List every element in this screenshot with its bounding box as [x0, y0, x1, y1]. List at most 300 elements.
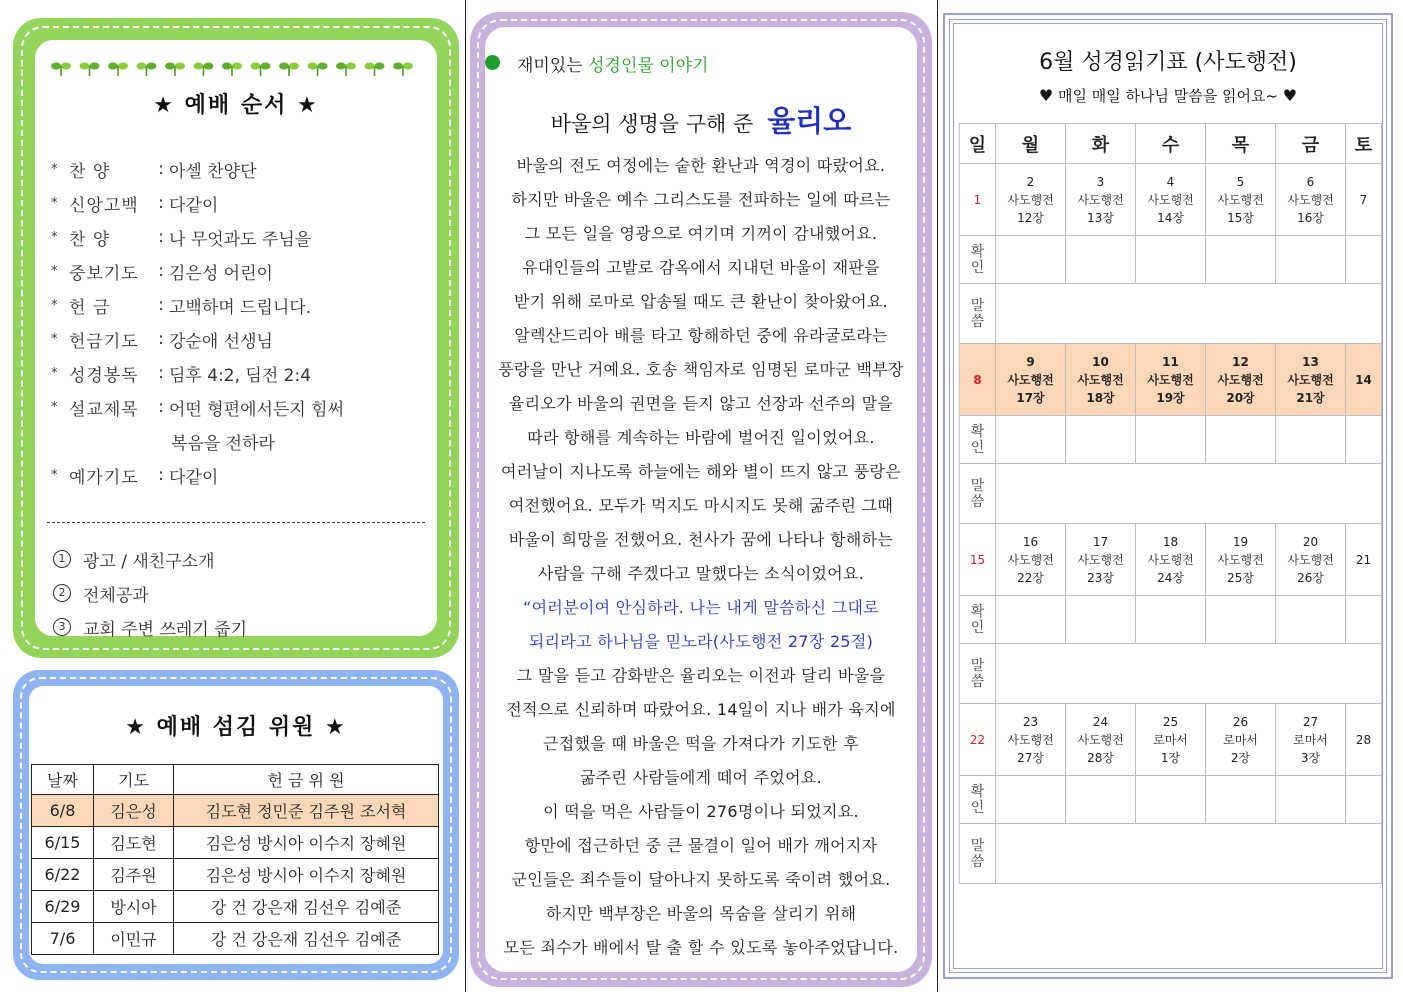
word-write-cell[interactable]: [996, 644, 1382, 704]
check-box-cell[interactable]: [1066, 416, 1136, 464]
empty-cell: [1346, 776, 1382, 824]
reading-cell: [1066, 524, 1136, 596]
bullet-star-icon: *: [51, 467, 58, 483]
check-label-char: 확: [970, 423, 985, 440]
story-panel: [470, 12, 932, 987]
empty-cell: [1346, 596, 1382, 644]
check-box-cell[interactable]: [996, 416, 1066, 464]
reading-cell: [1136, 344, 1206, 416]
green-dot-icon: [485, 55, 500, 70]
saturday-date: 7: [1346, 164, 1382, 236]
empty-cell: [1346, 236, 1382, 284]
cell-prayer: 이민규: [94, 923, 174, 955]
weekday-header: 수: [1136, 124, 1206, 164]
story-line: 유대인들의 고발로 감옥에서 지내던 바울이 재판을: [522, 258, 880, 277]
empty-cell: [1346, 416, 1382, 464]
bullet-star-icon: *: [51, 297, 58, 313]
reading-chapter: 13장: [1087, 210, 1114, 225]
weekday-header: 월: [996, 124, 1066, 164]
bullet-star-icon: *: [51, 229, 58, 245]
heart-icon: ♥: [1282, 86, 1298, 105]
story-line: 근접했을 때 바울은 떡을 가져다가 기도한 후: [543, 734, 859, 753]
story-label: [485, 49, 917, 79]
check-box-cell[interactable]: [1206, 416, 1276, 464]
reading-book: 로마서: [1293, 732, 1328, 747]
calendar-week-row: [960, 164, 1382, 236]
sprout-icon: [279, 63, 299, 77]
reading-book: 사도행전: [1287, 552, 1334, 567]
reading-date: 24: [1092, 714, 1109, 729]
ushers-panel: [13, 670, 459, 980]
order-colon: :: [158, 363, 164, 383]
heart-icon: ♥: [1038, 86, 1054, 105]
reading-chapter: 17장: [1016, 390, 1045, 405]
sprout-icon: [251, 63, 271, 77]
word-label-char: 말: [970, 477, 985, 494]
order-colon: :: [158, 261, 164, 281]
bullet-star-icon: *: [51, 161, 58, 177]
reading-date: 12: [1232, 354, 1249, 369]
order-item: [51, 288, 431, 322]
table-row: [32, 891, 439, 923]
reading-calendar-table: [959, 123, 1382, 884]
check-box-cell[interactable]: [1136, 596, 1206, 644]
cell-date: 6/15: [32, 827, 94, 859]
cell-offering: 김은성 방시아 이수지 장혜원: [174, 859, 439, 891]
sprout-icon: [393, 63, 413, 77]
reading-chapter: 22장: [1017, 570, 1044, 585]
header-offering: 헌 금 위 원: [174, 765, 439, 795]
cell-offering: 강 건 강은재 김선우 김예준: [174, 891, 439, 923]
reading-cell: [1066, 704, 1136, 776]
reading-cell: [1136, 524, 1206, 596]
reading-date: 16: [1022, 534, 1039, 549]
story-line: 그 모든 일을 영광으로 여기며 기꺼이 감내했어요.: [524, 224, 878, 243]
reading-book: 사도행전: [1147, 552, 1194, 567]
word-write-cell[interactable]: [996, 824, 1382, 884]
sunday-date: 8: [960, 344, 996, 416]
story-line: 율리오가 바울의 권면을 듣지 않고 선장과 선주의 말을: [508, 394, 894, 413]
reading-chapter: 14장: [1157, 210, 1184, 225]
reading-chapter: 23장: [1087, 570, 1114, 585]
check-box-cell[interactable]: [1136, 776, 1206, 824]
reading-cell: [1206, 524, 1276, 596]
header-prayer: 기도: [94, 765, 174, 795]
reading-cell: [1206, 344, 1276, 416]
story-line: 풍랑을 만난 거예요. 호송 책임자로 임명된 로마군 백부장: [498, 360, 904, 379]
reading-chapter: 2장: [1230, 750, 1251, 765]
sprout-icon: [194, 63, 214, 77]
reading-chapter: 25장: [1227, 570, 1254, 585]
saturday-date: 14: [1346, 344, 1382, 416]
table-row: [32, 859, 439, 891]
sprout-icon: [80, 63, 100, 77]
cell-prayer: 방시아: [94, 891, 174, 923]
reading-date: 19: [1232, 534, 1249, 549]
ushers-card: [29, 686, 443, 964]
sunday-date: 15: [960, 524, 996, 596]
order-value: 고백하며 드립니다.: [169, 297, 312, 318]
reading-cell: [996, 704, 1066, 776]
word-write-cell[interactable]: [996, 464, 1382, 524]
worship-order-card: [35, 40, 437, 640]
dashed-divider: [47, 522, 425, 523]
order-label: 성경봉독: [69, 365, 139, 386]
story-line: 하지만 바울은 예수 그리스도를 전파하는 일에 따르는: [511, 190, 891, 209]
reading-book: 사도행전: [1287, 372, 1334, 387]
story-line: 여러날이 지나도록 하늘에는 해와 별이 뜨지 않고 풍랑은: [500, 462, 902, 481]
story-line: 이 떡을 먹은 사람들이 276명이나 되었지요.: [543, 802, 859, 821]
order-item: [51, 220, 431, 254]
story-line: 굶주린 사람들에게 떼어 주었어요.: [579, 768, 823, 787]
story-title: [485, 99, 917, 140]
check-label-char: 확: [970, 783, 985, 800]
check-label-char: 인: [970, 439, 985, 456]
reading-date: 10: [1092, 354, 1109, 369]
check-box-cell[interactable]: [1066, 776, 1136, 824]
reading-cell: [1276, 164, 1346, 236]
reading-chapter: 1장: [1160, 750, 1181, 765]
word-label: [960, 824, 996, 884]
sprout-icon: [165, 63, 185, 77]
reading-date: 18: [1162, 534, 1179, 549]
bullet-star-icon: *: [51, 365, 58, 381]
check-box-cell[interactable]: [1276, 776, 1346, 824]
reading-date: 11: [1162, 354, 1179, 369]
reading-chapter: 19장: [1156, 390, 1185, 405]
order-item: [51, 356, 431, 390]
word-label-char: 말: [970, 297, 985, 314]
order-item: [51, 186, 431, 220]
story-line: 모든 죄수가 배에서 탈 출 할 수 있도록 놓아주었답니다.: [503, 938, 899, 957]
calendar-check-row: [960, 776, 1382, 824]
reading-date: 3: [1096, 174, 1105, 189]
cell-date: 6/8: [32, 795, 94, 827]
notice-item: [53, 576, 247, 610]
cell-offering: 강 건 강은재 김선우 김예준: [174, 923, 439, 955]
order-value: 다같이: [169, 467, 219, 488]
sermon-title-continued: 복음을 전하라: [171, 433, 275, 454]
reading-cell: [1276, 344, 1346, 416]
word-write-cell[interactable]: [996, 284, 1382, 344]
calendar-header-row: [960, 124, 1382, 164]
check-label-char: 확: [970, 243, 985, 260]
sprout-icon: [336, 63, 356, 77]
story-line: 알렉산드리아 배를 타고 항해하던 중에 유라굴로라는: [514, 326, 888, 345]
reading-cell: [1206, 164, 1276, 236]
sprout-icon: [137, 63, 157, 77]
notice-item: [53, 610, 247, 644]
reading-chapter: 28장: [1087, 750, 1114, 765]
order-colon: :: [158, 465, 164, 485]
reading-book: 사도행전: [1217, 192, 1264, 207]
saturday-date: 21: [1346, 524, 1382, 596]
order-label: 찬 양: [69, 161, 111, 182]
calendar-title: 6월 성경읽기표 (사도행전): [1039, 50, 1297, 75]
circled-number: 1: [53, 550, 71, 568]
calendar-week-row: [960, 524, 1382, 596]
cell-prayer: 김도현: [94, 827, 174, 859]
story-quote-line: 되리라고 하나님을 믿노라(사도행전 27장 25절): [528, 632, 874, 651]
calendar-week-row: [960, 704, 1382, 776]
reading-date: 2: [1026, 174, 1035, 189]
ushers-title: ★ 예배 섬김 위원 ★: [125, 715, 347, 740]
story-body: [485, 149, 917, 965]
check-label-char: 인: [970, 619, 985, 636]
reading-book: 사도행전: [1077, 372, 1124, 387]
order-value: 아셀 찬양단: [169, 161, 257, 182]
story-label-highlight: 성경인물 이야기: [588, 56, 709, 76]
reading-chapter: 3장: [1300, 750, 1321, 765]
order-value: 나 무엇과도 주님을: [169, 229, 312, 250]
check-label: [960, 596, 996, 644]
reading-chapter: 26장: [1297, 570, 1324, 585]
check-box-cell[interactable]: [1276, 596, 1346, 644]
story-line: 따라 항해를 계속하는 바람에 벌어진 일이었어요.: [527, 428, 875, 447]
order-label: 신앙고백: [69, 195, 139, 216]
notice-text: 교회 주변 쓰레기 줍기: [83, 619, 248, 640]
reading-date: 23: [1022, 714, 1039, 729]
reading-cell: [1136, 704, 1206, 776]
reading-date: 4: [1166, 174, 1175, 189]
check-box-cell[interactable]: [1206, 236, 1276, 284]
weekday-header: 목: [1206, 124, 1276, 164]
check-label: [960, 776, 996, 824]
calendar-word-row: [960, 464, 1382, 524]
saturday-date: 28: [1346, 704, 1382, 776]
check-label: [960, 416, 996, 464]
sprout-border-icon: [51, 52, 421, 78]
worship-order-panel: [13, 18, 459, 658]
reading-chapter: 21장: [1296, 390, 1325, 405]
word-label: [960, 644, 996, 704]
story-title-name: 율리오: [767, 104, 852, 138]
story-line: 전적으로 신뢰하며 따랐어요. 14일이 지나 배가 육지에: [506, 700, 896, 719]
calendar-word-row: [960, 284, 1382, 344]
story-line: 군인들은 죄수들이 달아나지 못하도록 죽이려 했어요.: [511, 870, 891, 889]
fold-line-left: [465, 0, 466, 992]
order-label: 예가기도: [69, 467, 139, 488]
ushers-table: [31, 764, 439, 955]
order-colon: :: [158, 159, 164, 179]
story-line: 받기 위해 로마로 압송될 때도 큰 환난이 찾아왔어요.: [514, 292, 888, 311]
cell-date: 6/29: [32, 891, 94, 923]
story-line: 여전했어요. 모두가 먹지도 마시지도 못해 굶주린 그때: [508, 496, 894, 515]
table-header-row: [32, 765, 439, 795]
story-line: 바울이 희망을 전했어요. 천사가 꿈에 나타나 항해하는: [508, 530, 894, 549]
reading-book: 사도행전: [1007, 372, 1054, 387]
cell-offering: 김은성 방시아 이수지 장혜원: [174, 827, 439, 859]
reading-chapter: 12장: [1017, 210, 1044, 225]
calendar-subtitle-text: 매일 매일 하나님 말씀을 읽어요~: [1057, 87, 1278, 105]
story-line: 사람을 구해 주겠다고 말했다는 소식이었어요.: [537, 564, 865, 583]
sprout-icon: [222, 63, 242, 77]
reading-book: 사도행전: [1217, 552, 1264, 567]
calendar-subtitle: [945, 85, 1391, 106]
check-box-cell[interactable]: [1276, 236, 1346, 284]
reading-chapter: 18장: [1086, 390, 1115, 405]
reading-cell: [1206, 704, 1276, 776]
sprout-icon: [51, 63, 71, 77]
reading-cell: [996, 524, 1066, 596]
header-date: 날짜: [32, 765, 94, 795]
bullet-star-icon: *: [51, 263, 58, 279]
order-label: 헌 금: [69, 297, 111, 318]
sprout-icon: [365, 63, 385, 77]
worship-order-title: ★ 예배 순서 ★: [153, 93, 319, 118]
notice-list: [53, 542, 247, 644]
reading-date: 20: [1302, 534, 1319, 549]
table-row: [32, 923, 439, 955]
reading-date: 27: [1302, 714, 1319, 729]
reading-book: 사도행전: [1147, 372, 1194, 387]
story-line: 하지만 백부장은 바울의 목숨을 살리기 위해: [545, 904, 857, 923]
reading-book: 사도행전: [1007, 192, 1054, 207]
cell-date: 6/22: [32, 859, 94, 891]
story-line: 항만에 접근하던 중 큰 물결이 일어 배가 깨어지자: [524, 836, 878, 855]
reading-date: 9: [1026, 354, 1035, 369]
reading-book: 사도행전: [1007, 732, 1054, 747]
reading-chapter: 27장: [1017, 750, 1044, 765]
word-label-char: 말: [970, 837, 985, 854]
check-box-cell[interactable]: [1136, 416, 1206, 464]
sprout-icon: [308, 63, 328, 77]
reading-book: 로마서: [1223, 732, 1258, 747]
order-value: 딤후 4:2, 딤전 2:4: [169, 365, 312, 386]
order-item: [51, 458, 431, 492]
word-label: [960, 284, 996, 344]
calendar-check-row: [960, 416, 1382, 464]
check-box-cell[interactable]: [996, 596, 1066, 644]
fold-line-right: [937, 0, 938, 992]
calendar-word-row: [960, 824, 1382, 884]
order-label: 찬 양: [69, 229, 111, 250]
notice-item: [53, 542, 247, 576]
order-item: [51, 152, 431, 186]
story-card: [485, 27, 917, 972]
reading-date: 13: [1302, 354, 1319, 369]
story-quote-line: “여러분이여 안심하라. 나는 내게 말씀하신 그대로: [522, 598, 880, 617]
check-box-cell[interactable]: [1066, 236, 1136, 284]
reading-chapter: 24장: [1157, 570, 1184, 585]
weekday-header: 금: [1276, 124, 1346, 164]
cell-offering: 김도현 정민준 김주원 조서혁: [174, 795, 439, 827]
sprout-icon: [108, 63, 128, 77]
check-box-cell[interactable]: [1206, 776, 1276, 824]
reading-book: 로마서: [1153, 732, 1188, 747]
order-item: [51, 254, 431, 288]
reading-cell: [1066, 344, 1136, 416]
reading-cell: [996, 164, 1066, 236]
reading-calendar-panel: [943, 13, 1393, 979]
check-label-char: 인: [970, 799, 985, 816]
check-box-cell[interactable]: [1136, 236, 1206, 284]
story-line: 그 말을 듣고 감화받은 율리오는 이전과 달리 바울을: [516, 666, 886, 685]
bullet-star-icon: *: [51, 399, 58, 415]
sunday-date: 1: [960, 164, 996, 236]
calendar-word-row: [960, 644, 1382, 704]
worship-order-list: [51, 152, 431, 492]
circled-number: 2: [53, 584, 71, 602]
cell-date: 7/6: [32, 923, 94, 955]
reading-book: 사도행전: [1077, 552, 1124, 567]
check-box-cell[interactable]: [1066, 596, 1136, 644]
check-label-char: 확: [970, 603, 985, 620]
check-label-char: 인: [970, 259, 985, 276]
notice-text: 전체공과: [83, 585, 149, 606]
cell-prayer: 김은성: [94, 795, 174, 827]
reading-date: 6: [1306, 174, 1315, 189]
word-label-char: 씀: [970, 853, 985, 870]
order-value: 강순애 선생님: [169, 331, 273, 352]
cell-prayer: 김주원: [94, 859, 174, 891]
word-label-char: 씀: [970, 673, 985, 690]
calendar-check-row: [960, 236, 1382, 284]
weekday-header: 일: [960, 124, 996, 164]
order-colon: :: [158, 329, 164, 349]
bullet-star-icon: *: [51, 195, 58, 211]
check-box-cell[interactable]: [996, 236, 1066, 284]
order-colon: :: [158, 397, 164, 417]
sunday-date: 22: [960, 704, 996, 776]
reading-date: 26: [1232, 714, 1249, 729]
reading-book: 사도행전: [1077, 732, 1124, 747]
check-box-cell[interactable]: [1276, 416, 1346, 464]
word-label: [960, 464, 996, 524]
table-row: [32, 795, 439, 827]
reading-chapter: 20장: [1226, 390, 1255, 405]
order-label: 설교제목: [69, 399, 139, 420]
check-box-cell[interactable]: [1206, 596, 1276, 644]
bullet-star-icon: *: [51, 331, 58, 347]
order-colon: :: [158, 295, 164, 315]
reading-date: 17: [1092, 534, 1109, 549]
reading-cell: [996, 344, 1066, 416]
story-title-text: 바울의 생명을 구해 준: [550, 112, 754, 136]
order-colon: :: [158, 193, 164, 213]
check-box-cell[interactable]: [996, 776, 1066, 824]
order-item: [51, 322, 431, 356]
reading-chapter: 16장: [1297, 210, 1324, 225]
weekday-header: 토: [1346, 124, 1382, 164]
word-label-char: 씀: [970, 313, 985, 330]
reading-book: 사도행전: [1077, 192, 1124, 207]
calendar-week-row: [960, 344, 1382, 416]
order-label: 헌금기도: [69, 331, 139, 352]
story-label-pre: 재미있는: [517, 56, 589, 76]
order-value: 김은성 어린이: [169, 263, 273, 284]
order-item: [51, 390, 431, 424]
calendar-check-row: [960, 596, 1382, 644]
reading-date: 5: [1236, 174, 1245, 189]
table-row: [32, 827, 439, 859]
order-value: 어떤 형편에서든지 힘써: [169, 399, 345, 420]
weekday-header: 화: [1066, 124, 1136, 164]
check-label: [960, 236, 996, 284]
reading-book: 사도행전: [1287, 192, 1334, 207]
reading-date: 25: [1162, 714, 1179, 729]
reading-book: 사도행전: [1007, 552, 1054, 567]
story-label-text: [517, 51, 708, 76]
notice-text: 광고 / 새친구소개: [83, 551, 215, 572]
reading-book: 사도행전: [1217, 372, 1264, 387]
story-line: 바울의 전도 여정에는 숱한 환난과 역경이 따랐어요.: [516, 156, 886, 175]
word-label-char: 말: [970, 657, 985, 674]
reading-cell: [1066, 164, 1136, 236]
circled-number: 3: [53, 618, 71, 636]
reading-cell: [1276, 524, 1346, 596]
reading-cell: [1276, 704, 1346, 776]
